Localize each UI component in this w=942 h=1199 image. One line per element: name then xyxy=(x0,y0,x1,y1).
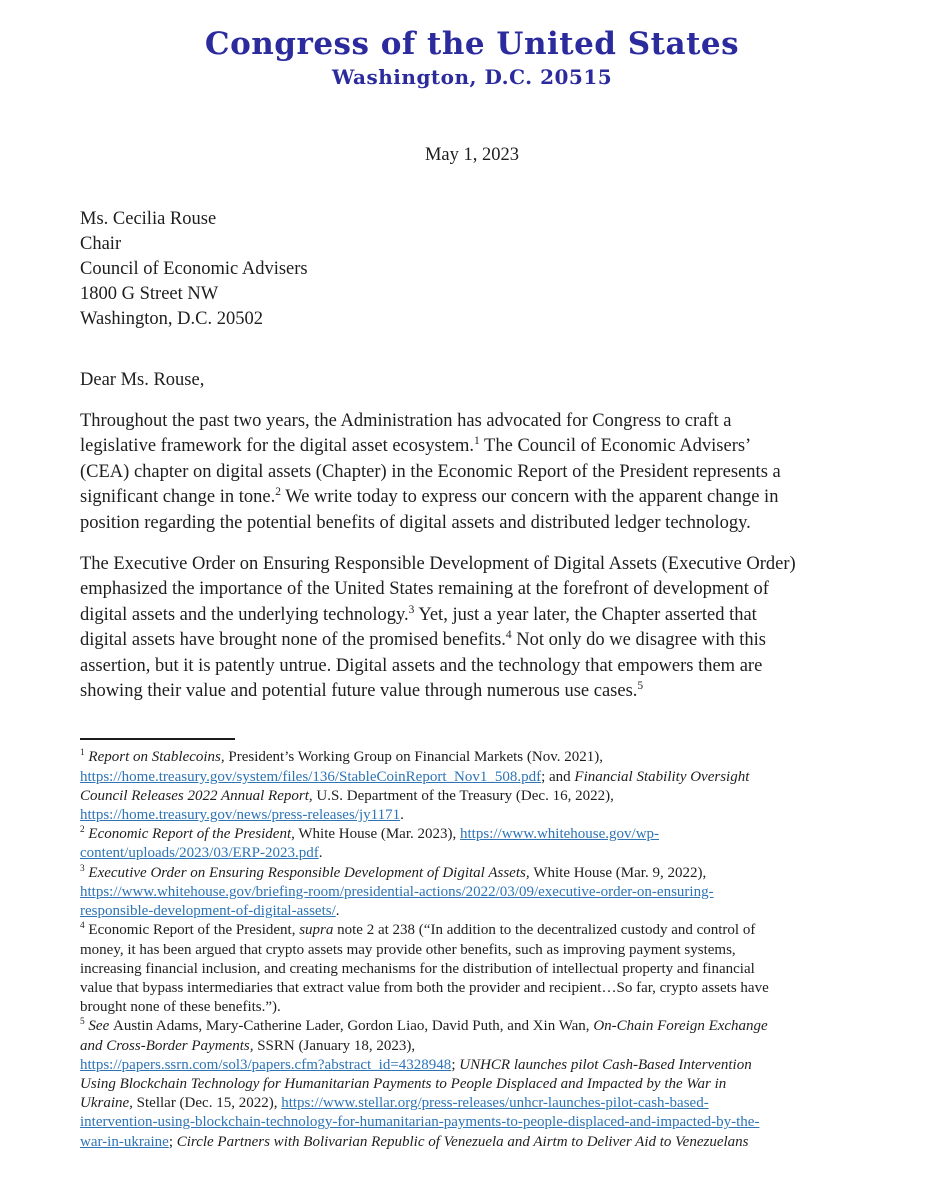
recipient-street: 1800 G Street NW xyxy=(80,284,219,304)
text-run: . xyxy=(318,845,323,862)
text-run: position regarding the potential benefits of digital assets and distributed ledger technology. xyxy=(80,512,751,533)
italic-text: Executive Order on Ensuring Responsible Development of Digital Assets, xyxy=(84,864,534,881)
text-run: The Executive Order on Ensuring Responsible Development of Digital Assets (Executive Order) xyxy=(80,554,796,575)
text-run: value that bypass intermediaries that extract value from both the provider and recipient…So far, crypto assets have xyxy=(80,979,769,996)
text-run: ; and xyxy=(541,768,575,785)
footnote-3 xyxy=(80,864,864,922)
footnote-ref: 5 xyxy=(637,679,644,692)
footnote-ref: 2 xyxy=(275,486,281,499)
text-run: legislative framework for the digital asset ecosystem. xyxy=(80,436,475,457)
footnote-link[interactable]: https://www.whitehouse.gov/briefing-room/presidential-actions/2022/03/09/executive-order-on-ensuring- xyxy=(80,883,714,900)
text-run: President’s Working Group on Financial Markets (Nov. 2021), xyxy=(228,749,603,766)
footnote-link[interactable]: https://www.stellar.org/press-releases/unhcr-launches-pilot-cash-based- xyxy=(281,1095,709,1112)
recipient-name: Ms. Cecilia Rouse xyxy=(80,209,217,229)
footnote-link[interactable]: war-in-ukraine xyxy=(80,1133,169,1150)
recipient-address xyxy=(80,207,864,332)
footnote-link[interactable]: https://www.whitehouse.gov/wp- xyxy=(460,826,660,843)
text-run: ; xyxy=(168,1133,177,1150)
footnote-ref: 1 xyxy=(474,435,480,448)
text-run: White House (Mar. 9, 2022), xyxy=(533,864,707,881)
italic-text: supra xyxy=(299,922,334,939)
footnote-2 xyxy=(80,825,864,863)
letterhead-subtitle: Washington, D.C. 20515 xyxy=(331,65,613,89)
text-run: Economic Report of the President, xyxy=(84,922,300,939)
italic-text: Using Blockchain Technology for Humanitarian Payments to People Displaced and Impacted by the War in xyxy=(80,1075,727,1092)
text-run: digital assets have brought none of the promised benefits. xyxy=(80,630,506,651)
text-run: The Council of Economic Advisers’ xyxy=(479,436,752,457)
italic-text: Financial Stability Oversight xyxy=(574,768,750,785)
body-paragraph-1 xyxy=(80,409,864,536)
letterhead xyxy=(80,26,864,89)
italic-text: Ukraine, xyxy=(80,1095,137,1112)
italic-text: See xyxy=(84,1018,113,1035)
italic-text: UNHCR launches pilot Cash-Based Intervention xyxy=(459,1056,752,1073)
text-run: showing their value and potential future value through numerous use cases. xyxy=(80,681,638,702)
text-run: Throughout the past two years, the Administration has advocated for Congress to craft a xyxy=(80,411,732,431)
footnote-4 xyxy=(80,921,864,1017)
footnote-ref: 5 xyxy=(80,1017,85,1028)
letter-date: May 1, 2023 xyxy=(424,145,520,165)
body-paragraph-2 xyxy=(80,552,864,704)
italic-text: Report on Stablecoins, xyxy=(84,749,229,766)
footnote-ref: 4 xyxy=(505,629,512,642)
text-run: increasing financial inclusion, and creating mechanisms for the distribution of intellectual property and financial xyxy=(80,960,755,977)
italic-text: Circle Partners with Bolivarian Republic of Venezuela and Airtm to Deliver Aid to Venezuelans xyxy=(176,1133,749,1150)
text-run: . xyxy=(335,903,340,920)
text-run: brought none of these benefits.”). xyxy=(80,999,281,1016)
text-run: . xyxy=(400,807,404,824)
footnote-link[interactable]: intervention-using-blockchain-technology-for-humanitarian-payments-to-people-displaced-and-impacted-by-the- xyxy=(80,1114,760,1131)
text-run: digital assets and the underlying technology. xyxy=(80,604,409,625)
text-run: Not only do we disagree with this xyxy=(511,630,766,651)
text-run: note 2 at 238 (“In addition to the decentralized custody and control of xyxy=(333,922,756,939)
recipient-title: Chair xyxy=(80,234,122,254)
text-run: emphasized the importance of the United States remaining at the forefront of development of xyxy=(80,579,769,600)
footnote-link[interactable]: https://home.treasury.gov/system/files/136/StableCoinReport_Nov1_508.pdf xyxy=(80,768,542,785)
text-run: SSRN (January 18, 2023), xyxy=(257,1037,416,1054)
text-run: , White House (Mar. 2023), xyxy=(291,826,461,843)
recipient-city: Washington, D.C. 20502 xyxy=(80,309,263,329)
footnote-ref: 3 xyxy=(408,603,415,616)
footnote-5 xyxy=(80,1017,864,1151)
footnote-ref: 4 xyxy=(80,921,85,932)
italic-text: Council Releases 2022 Annual Report, xyxy=(80,787,317,804)
italic-text: Economic Report of the President xyxy=(84,826,292,843)
text-run: Yet, just a year later, the Chapter asserted that xyxy=(414,604,757,625)
footnote-ref: 1 xyxy=(80,748,85,759)
text-run: money, it has been argued that crypto assets may provide other benefits, such as improving payment systems, xyxy=(80,941,736,958)
text-run: ; xyxy=(451,1056,460,1073)
text-run: significant change in tone. xyxy=(80,487,276,508)
footnotes-section xyxy=(80,748,864,1151)
text-run: Stellar (Dec. 15, 2022), xyxy=(136,1095,282,1112)
footnote-link[interactable]: responsible-development-of-digital-assets/ xyxy=(80,903,336,920)
text-run: Austin Adams, Mary-Catherine Lader, Gordon Liao, David Puth, and Xin Wan, xyxy=(112,1018,594,1035)
footnote-link[interactable]: https://papers.ssrn.com/sol3/papers.cfm?abstract_id=4328948 xyxy=(80,1056,452,1073)
italic-text: On-Chain Foreign Exchange xyxy=(593,1018,768,1035)
text-run: We write today to express our concern with the apparent change in xyxy=(280,487,779,508)
footnote-link[interactable]: https://home.treasury.gov/news/press-releases/jy1171 xyxy=(80,807,401,824)
italic-text: and Cross-Border Payments, xyxy=(80,1037,258,1054)
footnote-1 xyxy=(80,748,864,825)
letterhead-title: Congress of the United States xyxy=(204,26,740,62)
footnote-ref: 2 xyxy=(80,825,85,836)
recipient-org: Council of Economic Advisers xyxy=(80,259,308,279)
text-run: U.S. Department of the Treasury (Dec. 16, 2022), xyxy=(316,787,614,804)
text-run: assertion, but it is patently untrue. Digital assets and the technology that empowers them are xyxy=(80,655,763,676)
text-run: (CEA) chapter on digital assets (Chapter) in the Economic Report of the President represents a xyxy=(80,461,781,482)
footnote-separator xyxy=(80,738,235,740)
salutation: Dear Ms. Rouse, xyxy=(80,370,205,390)
footnote-ref: 3 xyxy=(80,863,85,874)
footnote-link[interactable]: content/uploads/2023/03/ERP-2023.pdf xyxy=(80,845,319,862)
